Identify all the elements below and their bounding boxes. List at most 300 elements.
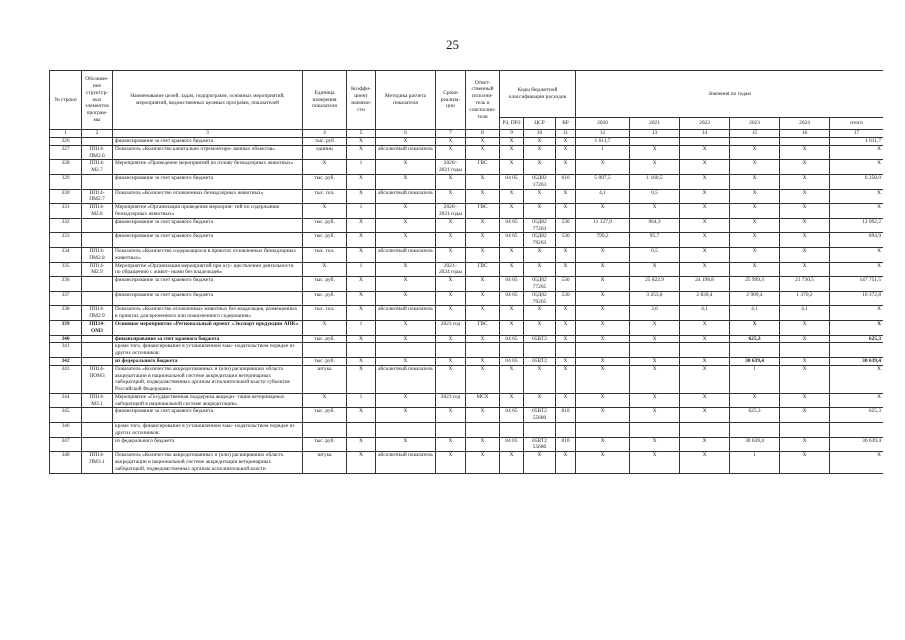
coefficient-cell: X	[347, 247, 376, 262]
value-2020-cell: X	[576, 437, 630, 452]
term-cell: X	[436, 408, 466, 423]
header-column-number: 9	[500, 130, 524, 138]
value-2022-cell: X	[680, 320, 730, 335]
value-2020-cell: X	[576, 452, 630, 473]
table-row	[50, 138, 884, 146]
vr-cell: X	[556, 357, 576, 365]
table-row	[50, 423, 884, 438]
table-row	[50, 160, 884, 175]
csr-cell: 05Д02 79263	[524, 233, 556, 248]
header-year-col: 2023	[730, 118, 780, 130]
element-code-cell: ПП14- ПМ2.8	[82, 247, 113, 262]
value-2020-cell: 5 097,5	[576, 174, 630, 189]
value-total-cell: 10 372,8	[830, 291, 883, 306]
name-cell: Показатель «Количество аккредитованных и (или) расширивших область аккредитации в национальной системе аккредитации ветеринарных лабораторий, подведомственных органам исполнительной власти	[113, 452, 303, 473]
executor-cell: X	[466, 247, 500, 262]
table-row	[50, 291, 884, 306]
page-number: 25	[446, 37, 459, 52]
table-row	[50, 393, 884, 408]
header-column-number: 11	[556, 130, 576, 138]
row-number-cell: 342	[50, 357, 82, 365]
header-column-number: 12	[576, 130, 630, 138]
vr-cell: X	[556, 204, 576, 219]
vr-cell: 810	[556, 408, 576, 423]
executor-cell	[466, 423, 500, 438]
value-2023-cell: X	[730, 174, 780, 189]
coefficient-cell: 1	[347, 320, 376, 335]
name-cell: Мероприятие «Проведение мероприятий по отлову безнадзорных животных»	[113, 160, 303, 175]
name-cell: Показатель «Количество аккредитованных и (или) расширивших область аккредитации в национальной системе аккредитации ветеринарных лабораторий, подведомственных органам исполнительной власти субъектов Российской Федерации»	[113, 365, 303, 393]
header-years-values: Значения по годам	[576, 71, 883, 118]
rz-prz-cell: X	[500, 365, 524, 393]
term-cell: 2021– 2024 годы	[436, 262, 466, 277]
value-2023-cell: X	[730, 218, 780, 233]
value-2023-cell	[730, 343, 780, 358]
term-cell: 2020– 2021 годы	[436, 204, 466, 219]
name-cell: Показатель «Количество отловленных животных без владельцев, размещенных в приютах для временного или пожизненного содержания»	[113, 306, 303, 321]
unit-cell: тыс. гол.	[303, 189, 347, 204]
term-cell: X	[436, 291, 466, 306]
vr-cell: X	[556, 335, 576, 343]
row-number-cell: 344	[50, 393, 82, 408]
table-row	[50, 365, 884, 393]
value-2024-cell: X	[780, 189, 830, 204]
value-total-cell: 625,3	[830, 335, 883, 343]
value-2024-cell: X	[780, 393, 830, 408]
value-2020-cell: 1	[576, 145, 630, 160]
value-2024-cell: X	[780, 437, 830, 452]
vr-cell: 610	[556, 174, 576, 189]
name-cell: Мероприятие «Организация мероприятий при осу- ществлении деятельности по обращению с живот- ными без владельцев»	[113, 262, 303, 277]
term-cell: X	[436, 452, 466, 473]
term-cell: X	[436, 189, 466, 204]
value-total-cell: X	[830, 145, 883, 160]
header-column-number: 1	[50, 130, 82, 138]
vr-cell: X	[556, 393, 576, 408]
header-year-col: 2024	[780, 118, 830, 130]
row-number-cell: 340	[50, 335, 82, 343]
value-total-cell: X	[830, 204, 883, 219]
value-2024-cell: 21 730,5	[780, 277, 830, 292]
csr-cell: X	[524, 160, 556, 175]
unit-cell: штука	[303, 365, 347, 393]
value-2022-cell: X	[680, 452, 730, 473]
value-2023-cell: X	[730, 393, 780, 408]
rz-prz-cell: 04 05	[500, 357, 524, 365]
vr-cell: X	[556, 145, 576, 160]
rz-prz-cell: 04 05	[500, 277, 524, 292]
rz-prz-cell: X	[500, 160, 524, 175]
value-2020-cell	[576, 423, 630, 438]
value-2020-cell: X	[576, 160, 630, 175]
unit-cell	[303, 423, 347, 438]
value-2024-cell	[780, 343, 830, 358]
table-row	[50, 306, 884, 321]
rz-prz-cell: X	[500, 204, 524, 219]
value-2022-cell	[680, 423, 730, 438]
element-code-cell	[82, 138, 113, 146]
value-2022-cell: X	[680, 145, 730, 160]
value-2023-cell: X	[730, 145, 780, 160]
rz-prz-cell: 04 05	[500, 335, 524, 343]
value-2024-cell: X	[780, 408, 830, 423]
vr-cell: X	[556, 189, 576, 204]
value-total-cell: X	[830, 365, 883, 393]
rz-prz-cell: 04 05	[500, 408, 524, 423]
coefficient-cell: X	[347, 277, 376, 292]
value-2022-cell: X	[680, 218, 730, 233]
csr-cell: 05ВТ2 55680	[524, 437, 556, 452]
term-cell: 2020– 2021 годы	[436, 160, 466, 175]
term-cell: X	[436, 174, 466, 189]
row-number-cell: 337	[50, 291, 82, 306]
value-2021-cell: X	[630, 335, 680, 343]
unit-cell: тыс. гол.	[303, 247, 347, 262]
method-cell: X	[376, 262, 436, 277]
value-2023-cell: 625,3	[730, 408, 780, 423]
method-cell: X	[376, 160, 436, 175]
element-code-cell: ПП14- М2.7	[82, 160, 113, 175]
row-number-cell: 333	[50, 233, 82, 248]
value-total-cell: X	[830, 452, 883, 473]
unit-cell: X	[303, 262, 347, 277]
row-number-cell: 341	[50, 343, 82, 358]
value-2022-cell: X	[680, 204, 730, 219]
value-2023-cell: X	[730, 262, 780, 277]
value-total-cell	[830, 423, 883, 438]
header-code-col: ЦСР	[524, 118, 556, 130]
element-code-cell: ПП14- ОМ3	[82, 320, 113, 335]
csr-cell: 05Д02 79265	[524, 291, 556, 306]
value-2020-cell: X	[576, 262, 630, 277]
csr-cell: X	[524, 365, 556, 393]
unit-cell: тыс. гол.	[303, 306, 347, 321]
name-cell: Основное мероприятие «Региональный проект «Экспорт продукции АПК»	[113, 320, 303, 335]
value-2021-cell: X	[630, 160, 680, 175]
table-row	[50, 343, 884, 358]
value-2023-cell: X	[730, 189, 780, 204]
term-cell: X	[436, 357, 466, 365]
term-cell: X	[436, 247, 466, 262]
unit-cell	[303, 343, 347, 358]
coefficient-cell: 1	[347, 160, 376, 175]
csr-cell: X	[524, 247, 556, 262]
table-row	[50, 174, 884, 189]
value-2020-cell: X	[576, 291, 630, 306]
value-2021-cell: X	[630, 365, 680, 393]
method-cell: X	[376, 233, 436, 248]
coefficient-cell: X	[347, 306, 376, 321]
row-number-cell: 339	[50, 320, 82, 335]
value-total-cell: 6 258,0	[830, 174, 883, 189]
coefficient-cell: 1	[347, 393, 376, 408]
executor-cell: ГВС	[466, 262, 500, 277]
unit-cell: тыс. руб.	[303, 233, 347, 248]
term-cell: X	[436, 306, 466, 321]
value-2022-cell: X	[680, 233, 730, 248]
header-budget-codes: Коды бюджетной классификации расходов	[500, 71, 576, 118]
element-code-cell	[82, 233, 113, 248]
value-2022-cell: 24 198,8	[680, 277, 730, 292]
name-cell: финансирование за счет краевого бюджета	[113, 291, 303, 306]
unit-cell: X	[303, 204, 347, 219]
executor-cell: X	[466, 291, 500, 306]
unit-cell: X	[303, 320, 347, 335]
value-2023-cell	[730, 423, 780, 438]
term-cell: 2023 год	[436, 320, 466, 335]
header-column-number: 16	[780, 130, 830, 138]
row-number-cell: 327	[50, 145, 82, 160]
executor-cell: X	[466, 335, 500, 343]
term-cell: X	[436, 437, 466, 452]
value-2023-cell	[730, 138, 780, 146]
value-2024-cell: X	[780, 335, 830, 343]
value-2020-cell: X	[576, 365, 630, 393]
csr-cell: 05Д02 17263	[524, 174, 556, 189]
executor-cell: X	[466, 408, 500, 423]
element-code-cell: ПП14- ПМ2.9	[82, 306, 113, 321]
vr-cell: X	[556, 262, 576, 277]
header-column-number: 5	[347, 130, 376, 138]
value-2021-cell: 0,5	[630, 189, 680, 204]
header-year-col: 2022	[680, 118, 730, 130]
name-cell: Показатель «Количество отловленных безнадзорных животных»	[113, 189, 303, 204]
unit-cell: тыс. руб.	[303, 174, 347, 189]
term-cell: X	[436, 218, 466, 233]
value-total-cell: X	[830, 189, 883, 204]
name-cell: кроме того, финансирование в установленном зако- нодательством порядке из других источников:	[113, 423, 303, 438]
value-2020-cell: 1 611,7	[576, 138, 630, 146]
table-row	[50, 320, 884, 335]
csr-cell: X	[524, 393, 556, 408]
value-2022-cell	[680, 343, 730, 358]
csr-cell: X	[524, 262, 556, 277]
value-2024-cell: X	[780, 247, 830, 262]
executor-cell: X	[466, 437, 500, 452]
name-cell: Мероприятие «Государственная поддержка аккреди- тации ветеринарных лабораторий в национальной системе аккредитации»	[113, 393, 303, 408]
value-2021-cell: 0,5	[630, 247, 680, 262]
value-2021-cell	[630, 343, 680, 358]
row-number-cell: 326	[50, 138, 82, 146]
header-coefficient: Коэффи- циент значимо- сти	[347, 71, 376, 130]
header-row-no: № строки	[50, 71, 82, 130]
header-column-numbers-row	[50, 130, 884, 138]
executor-cell: X	[466, 365, 500, 393]
row-number-cell: 334	[50, 247, 82, 262]
term-cell: 2023 год	[436, 393, 466, 408]
method-cell: абсолютный показатель	[376, 452, 436, 473]
coefficient-cell: X	[347, 145, 376, 160]
value-2024-cell	[780, 423, 830, 438]
header-column-number: 4	[303, 130, 347, 138]
value-2022-cell: X	[680, 393, 730, 408]
table-row	[50, 145, 884, 160]
rz-prz-cell: X	[500, 262, 524, 277]
coefficient-cell: X	[347, 408, 376, 423]
executor-cell: X	[466, 189, 500, 204]
term-cell: X	[436, 365, 466, 393]
unit-cell: X	[303, 393, 347, 408]
row-number-cell: 336	[50, 277, 82, 292]
value-2022-cell: X	[680, 437, 730, 452]
vr-cell: X	[556, 320, 576, 335]
value-2024-cell: X	[780, 262, 830, 277]
element-code-cell	[82, 423, 113, 438]
value-total-cell	[830, 343, 883, 358]
value-2022-cell: X	[680, 160, 730, 175]
value-2020-cell: 799,2	[576, 233, 630, 248]
element-code-cell: ПП14- М2.9	[82, 262, 113, 277]
rz-prz-cell: 04 05	[500, 291, 524, 306]
executor-cell: X	[466, 138, 500, 146]
name-cell: из федерального бюджета	[113, 437, 303, 452]
row-number-cell: 332	[50, 218, 82, 233]
element-code-cell: ПП14- ПМ3.1	[82, 452, 113, 473]
vr-cell	[556, 343, 576, 358]
value-total-cell: 147 751,5	[830, 277, 883, 292]
rz-prz-cell: X	[500, 138, 524, 146]
vr-cell: X	[556, 452, 576, 473]
vr-cell: X	[556, 306, 576, 321]
name-cell: финансирование за счет краевого бюджета	[113, 174, 303, 189]
method-cell: X	[376, 393, 436, 408]
table-body	[50, 138, 884, 474]
header-column-number: 7	[436, 130, 466, 138]
value-2020-cell: X	[576, 357, 630, 365]
header-code-col: ВР	[556, 118, 576, 130]
value-2021-cell: X	[630, 357, 680, 365]
row-number-cell: 347	[50, 437, 82, 452]
method-cell: X	[376, 335, 436, 343]
value-2024-cell: X	[780, 452, 830, 473]
table-row	[50, 452, 884, 473]
value-2021-cell: X	[630, 320, 680, 335]
csr-cell: X	[524, 189, 556, 204]
header-column-number: 13	[630, 130, 680, 138]
vr-cell: 530	[556, 291, 576, 306]
table-row	[50, 247, 884, 262]
term-cell: X	[436, 277, 466, 292]
value-2023-cell: 2 909,4	[730, 291, 780, 306]
value-2020-cell: X	[576, 247, 630, 262]
csr-cell: X	[524, 204, 556, 219]
method-cell: X	[376, 291, 436, 306]
name-cell: финансирование за счет краевого бюджета	[113, 138, 303, 146]
method-cell	[376, 423, 436, 438]
vr-cell: 530	[556, 233, 576, 248]
value-total-cell: X	[830, 262, 883, 277]
table-row	[50, 189, 884, 204]
value-2024-cell: 4,1	[780, 306, 830, 321]
header-column-number: 17	[830, 130, 883, 138]
csr-cell	[524, 423, 556, 438]
csr-cell	[524, 343, 556, 358]
name-cell: финансирование за счет краевого бюджета	[113, 218, 303, 233]
rz-prz-cell: X	[500, 306, 524, 321]
header-code-col: РЗ, ПРЗ	[500, 118, 524, 130]
executor-cell: ГВС	[466, 204, 500, 219]
header-column-number: 2	[82, 130, 113, 138]
executor-cell: ГВС	[466, 160, 500, 175]
value-2022-cell: X	[680, 262, 730, 277]
value-2021-cell	[630, 138, 680, 146]
rz-prz-cell: X	[500, 247, 524, 262]
method-cell: X	[376, 218, 436, 233]
header-column-number: 15	[730, 130, 780, 138]
value-2020-cell: X	[576, 393, 630, 408]
name-cell: Мероприятие «Организация проведения мероприя- тий по содержанию безнадзорных животных»	[113, 204, 303, 219]
value-2020-cell: X	[576, 335, 630, 343]
coefficient-cell	[347, 423, 376, 438]
header-year-col: 2021	[630, 118, 680, 130]
rz-prz-cell: X	[500, 320, 524, 335]
method-cell: X	[376, 204, 436, 219]
row-number-cell: 345	[50, 408, 82, 423]
value-2020-cell: X	[576, 320, 630, 335]
coefficient-cell: X	[347, 233, 376, 248]
element-code-cell	[82, 343, 113, 358]
name-cell: Показатель «Количество капитально отремонтиро- ванных объектов»	[113, 145, 303, 160]
csr-cell: X	[524, 306, 556, 321]
unit-cell: X	[303, 160, 347, 175]
csr-cell: 05Д02 77263	[524, 218, 556, 233]
executor-cell: X	[466, 174, 500, 189]
element-code-cell: ПП14- М3.1	[82, 393, 113, 408]
value-2023-cell: X	[730, 204, 780, 219]
csr-cell: 05Д02 77265	[524, 277, 556, 292]
value-2022-cell	[680, 138, 730, 146]
header-column-number: 8	[466, 130, 500, 138]
header-executor: Ответ- ственный исполни- тель и соисполни- тели	[466, 71, 500, 130]
table-row	[50, 437, 884, 452]
value-total-cell: X	[830, 160, 883, 175]
table-row	[50, 408, 884, 423]
value-2021-cell: 95,7	[630, 233, 680, 248]
executor-cell	[466, 343, 500, 358]
value-2020-cell	[576, 343, 630, 358]
coefficient-cell	[347, 343, 376, 358]
coefficient-cell: X	[347, 452, 376, 473]
header-column-number: 10	[524, 130, 556, 138]
element-code-cell	[82, 277, 113, 292]
program-indicators-table	[49, 70, 883, 474]
value-2023-cell: X	[730, 247, 780, 262]
vr-cell: X	[556, 160, 576, 175]
method-cell: X	[376, 437, 436, 452]
name-cell: финансирование за счет краевого бюджета	[113, 277, 303, 292]
executor-cell: X	[466, 306, 500, 321]
coefficient-cell: X	[347, 365, 376, 393]
row-number-cell: 343	[50, 365, 82, 393]
value-2023-cell: 4,1	[730, 306, 780, 321]
value-2021-cell: 3,6	[630, 306, 680, 321]
value-2022-cell: 2 839,4	[680, 291, 730, 306]
csr-cell: X	[524, 145, 556, 160]
value-total-cell: 894,9	[830, 233, 883, 248]
value-total-cell: X	[830, 393, 883, 408]
executor-cell: ГВС	[466, 320, 500, 335]
header-year-col: итого	[830, 118, 883, 130]
executor-cell: X	[466, 452, 500, 473]
name-cell: из федерального бюджета	[113, 357, 303, 365]
table-row	[50, 233, 884, 248]
element-code-cell: ПП14- ПМ2.7	[82, 189, 113, 204]
coefficient-cell: X	[347, 174, 376, 189]
value-2022-cell: X	[680, 365, 730, 393]
method-cell: X	[376, 320, 436, 335]
table-row	[50, 218, 884, 233]
coefficient-cell: X	[347, 189, 376, 204]
